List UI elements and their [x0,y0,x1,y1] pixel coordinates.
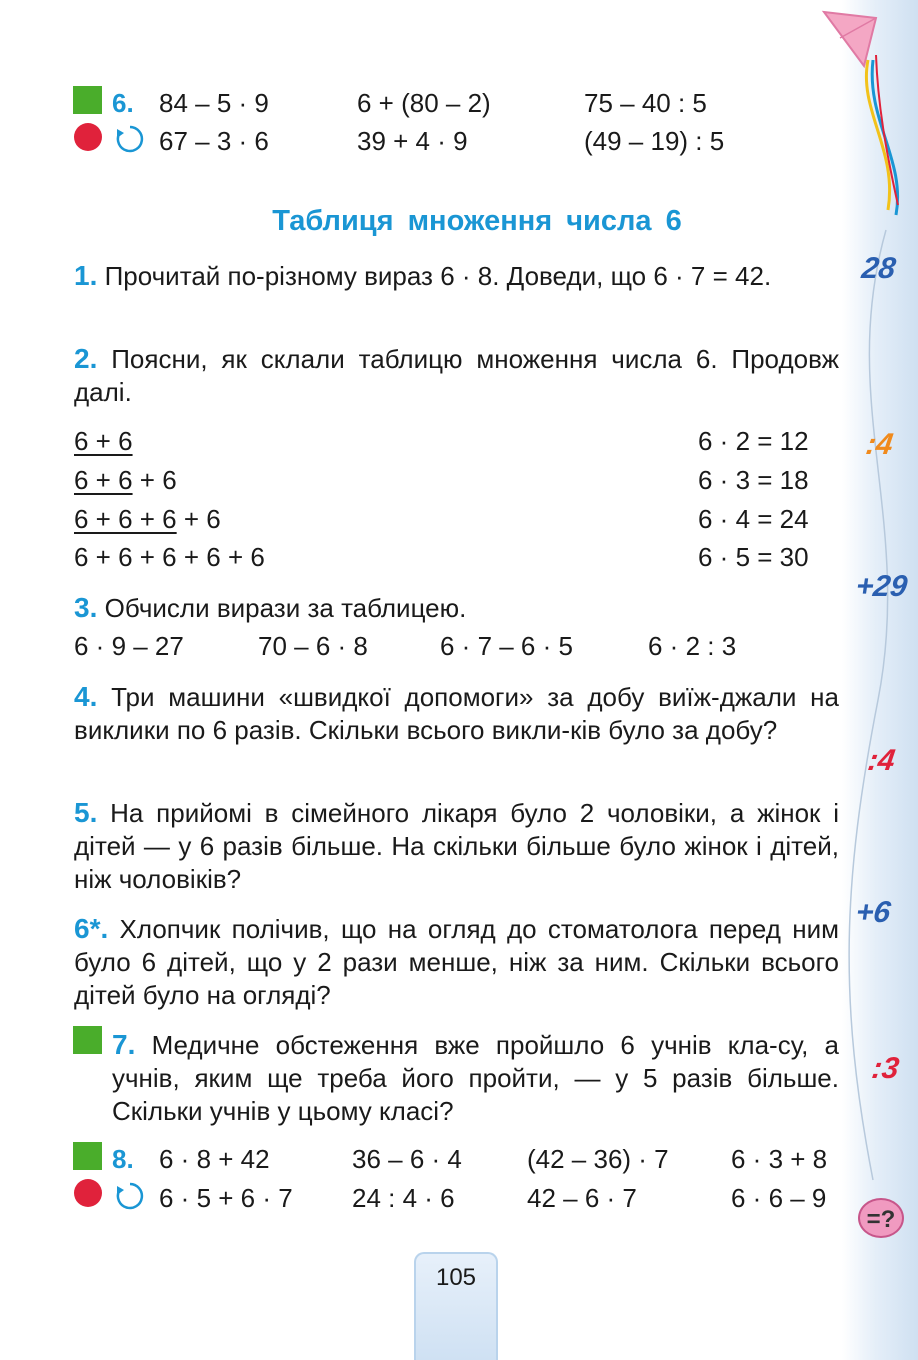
task-3-expr-1: 6 · 9 – 27 [74,631,184,661]
task-4 [74,680,839,747]
ex6-expr-3: 75 – 40 : 5 [584,88,707,118]
task-3-expr-4: 6 · 2 : 3 [648,631,737,661]
task-7 [112,1028,839,1128]
task-1-number: 1. [74,260,98,291]
product-row-2: 6 · 3 = 18 [698,465,809,495]
ex6-expr-4: 67 – 3 · 6 [159,126,269,156]
sum-row-4: 6 + 6 + 6 + 6 + 6 [74,542,265,572]
green-square-icon [73,1026,102,1054]
task-8-expr-5: 6 · 5 + 6 · 7 [159,1183,293,1213]
task-4-number: 4. [74,681,98,712]
task-8-expr-2: 36 – 6 · 4 [352,1144,462,1174]
task-5-number: 5. [74,797,98,828]
task-5 [74,796,839,896]
ex6-expr-5: 39 + 4 · 9 [357,126,468,156]
task-8-expr-8: 6 · 6 – 9 [731,1183,827,1213]
sidebar-number-2: :4 [863,428,896,461]
sum-row-1: 6 + 6 [74,426,133,456]
product-row-3: 6 · 4 = 24 [698,504,809,534]
task-2-number: 2. [74,343,98,374]
sidebar-number-4: :4 [865,744,898,777]
task-7-number: 7. [112,1029,136,1060]
sidebar-number-5: +6 [853,896,893,929]
cycle-icon [115,1181,145,1211]
task-8-number: 8. [112,1144,134,1174]
ex6-expr-1: 84 – 5 · 9 [159,88,269,118]
question-badge-icon: =? [858,1198,904,1238]
task-2-text: Поясни, як склали таблицю множення числа 6. Продовж далі. [74,344,839,407]
task-3-text: Обчисли вирази за таблицею. [104,593,467,623]
task-6 [74,912,839,1012]
task-8-expr-3: (42 – 36) · 7 [527,1144,669,1174]
task-7-text: Медичне обстеження вже пройшло 6 учнів кла-су, а учнів, яким ще треба його пройти, — у 5 разів більше. Скільки учнів у цьому класі? [112,1030,839,1126]
task-3-expr-2: 70 – 6 · 8 [258,631,368,661]
task-8-expr-1: 6 · 8 + 42 [159,1144,270,1174]
sum-row-2: 6 + 6 + 6 [74,465,177,495]
page-number: 105 [414,1252,498,1360]
task-6-number: 6*. [74,913,109,944]
sidebar-number-1: 28 [859,252,898,285]
kite-icon [820,8,884,70]
task-6-text: Хлопчик полічив, що на огляд до стоматолога перед ним було 6 дітей, що у 2 рази менше, ніж за ним. Скільки всього дітей було на огляді? [74,914,839,1010]
ex6-expr-2: 6 + (80 – 2) [357,88,491,118]
red-dot-icon [74,1179,102,1207]
product-row-1: 6 · 2 = 12 [698,426,809,456]
product-row-4: 6 · 5 = 30 [698,542,809,572]
task-8-expr-6: 24 : 4 · 6 [352,1183,455,1213]
green-square-icon [73,1142,102,1170]
sum-row-3: 6 + 6 + 6 + 6 [74,504,221,534]
sidebar-number-3: +29 [853,570,910,603]
ex6-expr-6: (49 – 19) : 5 [584,126,725,156]
task-8-expr-4: 6 · 3 + 8 [731,1144,828,1174]
sidebar-number-6: :3 [869,1052,902,1085]
task-4-text: Три машини «швидкої допомоги» за добу виїж-джали на виклики по 6 разів. Скільки всього викли-ків було за добу? [74,682,839,745]
task-1 [74,259,839,293]
task-1-text: Прочитай по-різному вираз 6 · 8. Доведи, що 6 · 7 = 42. [104,261,772,291]
ex6-number: 6. [112,88,134,118]
section-title: Таблиця множення числа 6 [272,205,682,237]
task-3-expr-3: 6 · 7 – 6 · 5 [440,631,573,661]
task-3-number: 3. [74,592,98,623]
green-square-icon [73,86,102,114]
cycle-icon [115,124,145,154]
red-dot-icon [74,123,102,151]
task-3 [74,591,466,625]
task-5-text: На прийомі в сімейного лікаря було 2 чоловіки, а жінок і дітей — у 6 разів більше. На скільки більше було жінок і дітей, ніж чоловіків? [74,798,839,894]
task-2 [74,342,839,409]
task-8-expr-7: 42 – 6 · 7 [527,1183,637,1213]
